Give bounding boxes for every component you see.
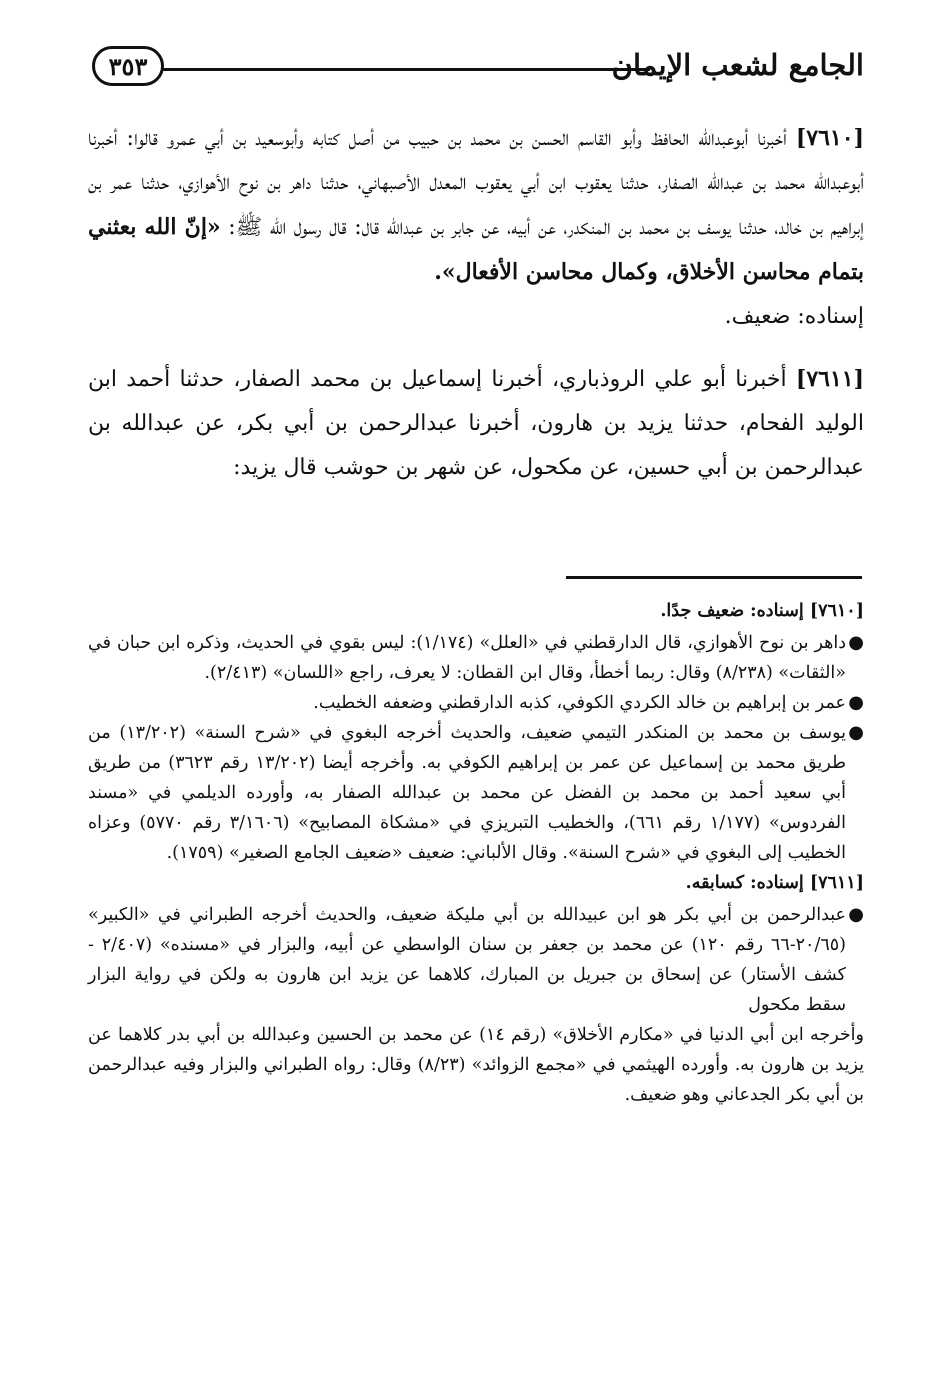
hadith-chain: أخبرنا أبوعبدالله الحافظ وأبو القاسم الحسن بن محمد بن حبيب من أصل كتابه وأبوسعيد بن أبي عمرو قالوا: أخبرنا أبوعبدالله محمد بن عبدالله الصفار، حدثنا يعقوب ابن أبي يعقوب المعدل الأصبهاني، حدثنا داهر بن نوح الأهوازي، حدثنا عمر بن إبراهيم بن خالد، حدثنا يوسف بن محمد بن المنكدر، عن أبيه، عن جابر بن عبدالله قال: قال رسول الله ﷺ: — [88, 126, 864, 240]
bullet-icon: ● — [848, 692, 864, 713]
hadith-number: [٧٦١٠] — [795, 125, 864, 151]
header-rule — [162, 68, 650, 71]
page-number: ٣٥٣ — [92, 46, 164, 86]
footnote-item — [88, 628, 864, 688]
footnote-heading: [٧٦١٠] إسناده: ضعيف جدًا. — [660, 601, 864, 621]
hadith-7611 — [88, 357, 864, 490]
footnote-item — [88, 718, 864, 868]
footnote-divider — [566, 576, 862, 579]
isnad-grade: إسناده: ضعيف. — [724, 304, 864, 329]
running-title: الجامع لشعب الإيمان — [611, 48, 864, 82]
footnote-item — [88, 900, 864, 1020]
bullet-icon: ● — [848, 904, 864, 925]
footnotes — [88, 596, 864, 1110]
hadith-chain: أخبرنا أبو علي الروذباري، أخبرنا إسماعيل بن محمد الصفار، حدثنا أحمد ابن الوليد الفحام، حدثنا يزيد بن هارون، أخبرنا عبدالرحمن بن أبي بكر، عن عبدالله بن عبدالرحمن بن أبي حسين، عن مكحول، عن شهر بن حوشب قال يزيد: — [88, 367, 864, 480]
footnote-item-text: يوسف بن محمد بن المنكدر التيمي ضعيف، والحديث أخرجه البغوي في «شرح السنة» (١٣/٢٠٢) من طريق محمد بن إسماعيل عن عمر بن إبراهيم الكوفي به. وأخرجه أيضا (١٣/٢٠٢ رقم ٣٦٢٣) من طريق أبي سعيد أحمد بن محمد بن الفضل عن محمد بن عبدالله الصفار به، وأورده الديلمي في «مسند الفردوس» (١/١٧٧ رقم ٦٦١)، والخطيب التبريزي في «مشكاة المصابيح» (٣/١٦٠٦ رقم ٥٧٧٠) وعزاه الخطيب إلى البغوي في «شرح السنة». وقال الألباني: ضعيف «ضعيف الجامع الصغير» (١٧٥٩). — [88, 723, 847, 863]
hadith-7610 — [88, 116, 864, 295]
page-header — [92, 44, 864, 98]
footnote-continuation: وأخرجه ابن أبي الدنيا في «مكارم الأخلاق» (رقم ١٤) عن محمد بن الحسين وعبدالله بن أبي بدر كلاهما عن يزيد بن هارون به. وأورده الهيثمي في «مجمع الزوائد» (٨/٢٣) وقال: رواه الطبراني والبزار وفيه عبدالرحمن بن أبي بكر الجدعاني وهو ضعيف. — [88, 1025, 865, 1105]
footnote-item-text: عمر بن إبراهيم بن خالد الكردي الكوفي، كذبه الدارقطني وضعفه الخطيب. — [313, 693, 846, 713]
hadith-quote: «إنّ الله بعثني بتمام محاسن الأخلاق، وكمال محاسن الأفعال». — [88, 214, 864, 285]
footnote-item-text: عبدالرحمن بن أبي بكر هو ابن عبيدالله بن أبي مليكة ضعيف، والحديث أخرجه الطبراني في «الكبير» (٢٠/٦٥-٦٦ رقم ١٢٠) عن محمد بن جعفر بن سنان الواسطي عن أبيه، والبزار في «مسنده» (٢/٤٠٧ - كشف الأستار) عن إسحاق بن جبريل بن المبارك، كلاهما عن يزيد ابن هارون به ولكن في رواية البزار سقط مكحول — [88, 905, 846, 1015]
footnote-heading: [٧٦١١] إسناده: كسابقه. — [685, 873, 864, 893]
bullet-icon: ● — [848, 722, 864, 743]
hadith-number: [٧٦١١] — [795, 366, 865, 392]
footnote-item-text: داهر بن نوح الأهوازي، قال الدارقطني في «العلل» (١/١٧٤): ليس بقوي في الحديث، وذكره ابن حبان في «الثقات» (٨/٢٣٨) وقال: ربما أخطأ، وقال ابن القطان: لا يعرف، راجع «اللسان» (٢/٤١٣). — [88, 633, 846, 683]
footnote-item — [88, 688, 864, 718]
main-text — [88, 116, 864, 490]
bullet-icon: ● — [848, 632, 864, 653]
